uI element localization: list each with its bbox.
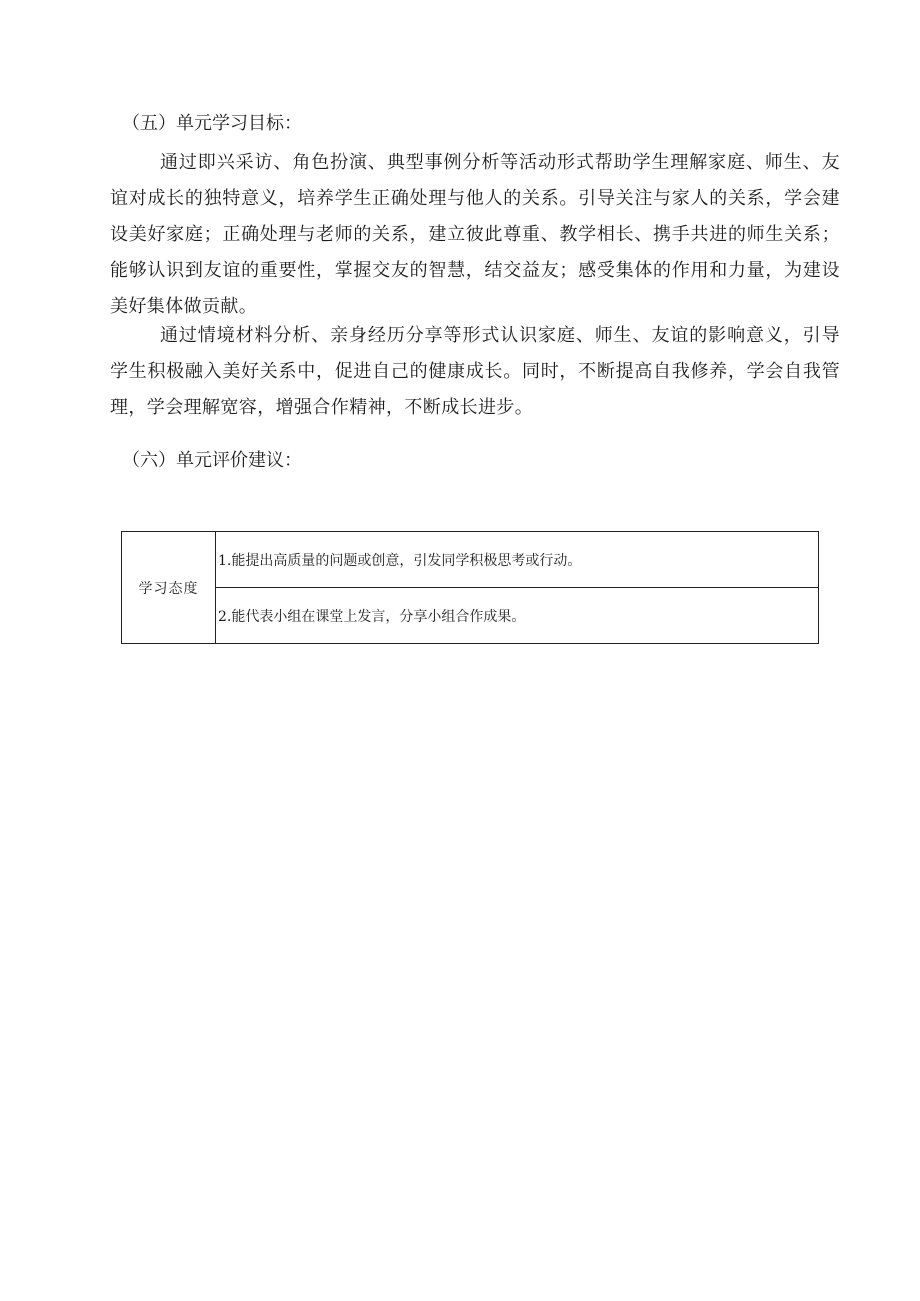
learning-goals-paragraph-2: 通过情境材料分析、亲身经历分享等形式认识家庭、师生、友谊的影响意义，引导学生积极融入美好关系中，促进自己的健康成长。同时，不断提高自我修养，学会自我管理，学会理解宽容，增强合作精神，不断成长进步。 [110,325,840,418]
learning-goals-paragraph-1: 通过即兴采访、角色扮演、典型事例分析等活动形式帮助学生理解家庭、师生、友谊对成长的独特意义，培养学生正确处理与他人的关系。引导关注与家人的关系，学会建设美好家庭；正确处理与老师的关系，建立彼此尊重、教学相长、携手共进的师生关系；能够认识到友谊的重要性，掌握交友的智慧，结交益友；感受集体的作用和力量，为建设美好集体做贡献。 [110,152,840,317]
evaluation-table [121,531,819,644]
evaluation-item-text: 1.能提出高质量的问题或创意，引发同学积极思考或行动。 [218,552,582,569]
table-row [122,588,819,644]
evaluation-item-text: 2.能代表小组在课堂上发言，分享小组合作成果。 [218,608,526,625]
section-heading-evaluation: （六）单元评价建议： [122,450,302,471]
evaluation-item-cell [216,588,819,644]
section-heading-learning-goals: （五）单元学习目标： [122,113,302,134]
table-row [122,532,819,588]
evaluation-category-cell: 学习态度 [122,532,216,644]
evaluation-item-cell [216,532,819,588]
